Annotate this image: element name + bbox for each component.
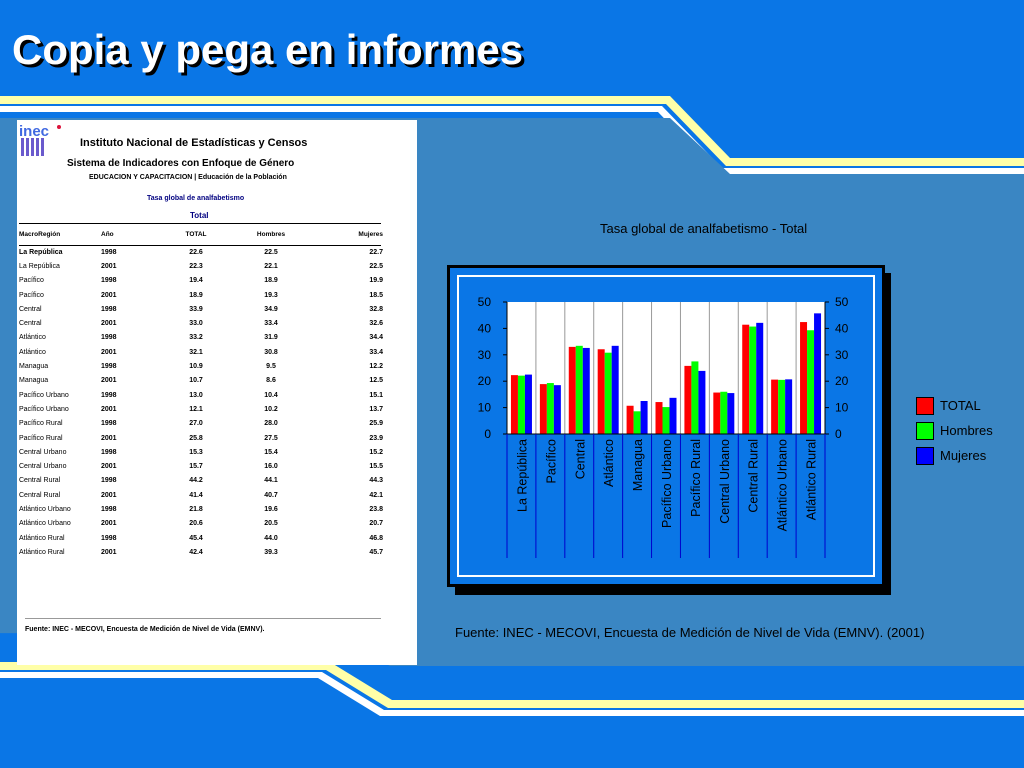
table-cell: 15.1 — [369, 391, 383, 399]
table-row — [19, 488, 383, 502]
table-header-row — [19, 226, 383, 243]
table-cell: Managua — [19, 363, 49, 371]
table-cell: 20.7 — [369, 520, 383, 528]
table-cell: 1998 — [101, 477, 117, 485]
x-category-label: Managua — [631, 439, 646, 492]
bar-hombres — [749, 327, 756, 434]
bar-total — [627, 406, 634, 434]
table-row — [19, 274, 383, 288]
bar-total — [511, 375, 518, 434]
table-cell: 44.2 — [189, 477, 203, 485]
table-row — [19, 445, 383, 459]
table-cell: 40.7 — [264, 491, 278, 499]
table-cell: 34.4 — [369, 334, 383, 342]
table-row — [19, 388, 383, 402]
x-category-label: Pacífico Rural — [688, 439, 703, 517]
table-cell: 44.1 — [264, 477, 278, 485]
bar-total — [800, 322, 807, 434]
table-cell: 22.6 — [189, 248, 203, 256]
table-cell: 18.9 — [264, 277, 278, 285]
bar-hombres — [605, 353, 612, 434]
table-cell: 2001 — [101, 405, 117, 413]
table-cell: 19.3 — [264, 291, 278, 299]
table-row — [19, 402, 383, 416]
table-cell: 1998 — [101, 420, 117, 428]
y-tick-label-left: 10 — [477, 400, 491, 415]
y-tick-label-right: 10 — [835, 400, 849, 415]
table-cell: 28.0 — [264, 420, 278, 428]
table-cell: 2001 — [101, 463, 117, 471]
table-row — [19, 259, 383, 273]
bar-total — [540, 384, 547, 434]
table-cell: 10.4 — [264, 391, 278, 399]
table-row — [19, 359, 383, 373]
table-row — [19, 331, 383, 345]
table-cell: 2001 — [101, 434, 117, 442]
institution-name: Instituto Nacional de Estadísticas y Censos — [80, 137, 308, 149]
table-cell: Central — [19, 305, 42, 313]
table-cell: 1998 — [101, 334, 117, 342]
pasted-document — [17, 120, 417, 665]
legend-label: Hombres — [940, 423, 993, 438]
inec-logo — [19, 122, 77, 160]
x-category-label: Atlántico Rural — [804, 439, 819, 521]
bar-hombres — [778, 380, 785, 434]
table-cell: 22.7 — [369, 248, 383, 256]
table-cell: Central Rural — [19, 477, 61, 485]
x-category-label: Pacífico Urbano — [660, 439, 674, 528]
table-cell: 2001 — [101, 348, 117, 356]
table-cell: 39.3 — [264, 548, 278, 556]
table-footnote: Fuente: INEC - MECOVI, Encuesta de Medición de Nivel de Vida (EMNV). — [25, 626, 265, 633]
table-cell: 2001 — [101, 520, 117, 528]
table-cell: 1998 — [101, 505, 117, 513]
x-category-label: La República — [515, 439, 530, 512]
column-header: TOTAL — [185, 231, 207, 238]
table-row — [19, 517, 383, 531]
table-cell: 46.8 — [369, 534, 383, 542]
y-tick-label-right: 0 — [835, 427, 842, 441]
y-tick-label-left: 30 — [477, 347, 491, 362]
table-cell: 27.5 — [264, 434, 278, 442]
table-cell: 21.8 — [189, 505, 203, 513]
table-cell: 25.9 — [369, 420, 383, 428]
bar-mujeres — [756, 323, 763, 434]
table-cell: 30.8 — [264, 348, 278, 356]
bar-hombres — [576, 346, 583, 434]
table-cell: 33.4 — [369, 348, 383, 356]
table-row — [19, 417, 383, 431]
chart-source: Fuente: INEC - MECOVI, Encuesta de Medición de Nivel de Vida (EMNV). (2001) — [455, 625, 925, 640]
y-tick-label-right: 50 — [835, 295, 849, 309]
table-cell: 44.0 — [264, 534, 278, 542]
bar-total — [684, 366, 691, 434]
footnote-rule — [25, 618, 381, 619]
table-cell: Central Urbano — [19, 463, 67, 471]
system-name: Sistema de Indicadores con Enfoque de Género — [67, 158, 295, 169]
column-header: Mujeres — [358, 231, 383, 238]
table-rule-top — [19, 223, 381, 224]
bar-hombres — [518, 376, 525, 434]
y-tick-label-left: 20 — [477, 374, 491, 389]
bar-total — [569, 347, 576, 434]
table-cell: 22.3 — [189, 262, 203, 270]
table-cell: 32.1 — [189, 348, 203, 356]
table-cell: Atlántico Urbano — [19, 505, 71, 513]
bar-chart — [447, 265, 887, 595]
y-tick-label-left: 40 — [477, 321, 491, 336]
bar-total — [771, 380, 778, 434]
table-cell: Atlántico Urbano — [19, 520, 71, 528]
table-cell: 22.5 — [264, 248, 278, 256]
table-cell: 32.8 — [369, 305, 383, 313]
bar-hombres — [691, 361, 698, 434]
table-row — [19, 243, 383, 259]
y-tick-label-right: 20 — [835, 374, 849, 389]
bar-mujeres — [612, 346, 619, 434]
table-cell: 1998 — [101, 305, 117, 313]
table-cell: La República — [19, 248, 63, 256]
bar-hombres — [634, 411, 641, 434]
table-cell: La República — [19, 262, 60, 270]
bar-mujeres — [727, 393, 734, 434]
bar-hombres — [663, 407, 670, 434]
table-cell: Atlántico — [19, 348, 46, 356]
x-category-label: Central — [573, 439, 588, 480]
table-cell: 2001 — [101, 491, 117, 499]
table-row — [19, 345, 383, 359]
table-cell: 15.7 — [189, 463, 203, 471]
legend-label: TOTAL — [940, 398, 981, 413]
bar-mujeres — [525, 375, 532, 434]
table-cell: 12.5 — [369, 377, 383, 385]
table-cell: 1998 — [101, 363, 117, 371]
table-cell: 18.9 — [189, 291, 203, 299]
table-cell: 42.4 — [189, 548, 203, 556]
x-category-label: Central Urbano — [717, 439, 732, 524]
svg-text:inec: inec — [19, 123, 50, 140]
table-cell: 45.4 — [189, 534, 203, 542]
table-cell: Atlántico Rural — [19, 534, 65, 542]
x-category-label: Atlántico — [602, 439, 617, 487]
table-cell: 23.9 — [369, 434, 383, 442]
bar-total — [598, 349, 605, 434]
table-subtitle: Total — [190, 211, 209, 220]
table-cell: Central — [19, 320, 42, 328]
bar-mujeres — [583, 348, 590, 434]
y-tick-label-right: 40 — [835, 321, 849, 336]
table-cell: 2001 — [101, 377, 117, 385]
table-cell: 44.3 — [369, 477, 383, 485]
table-row — [19, 316, 383, 330]
bar-hombres — [720, 392, 727, 434]
table-cell: 33.0 — [189, 320, 203, 328]
table-cell: 1998 — [101, 448, 117, 456]
legend-swatch-hombres — [916, 422, 934, 440]
table-cell: 19.6 — [264, 505, 278, 513]
table-cell: 10.9 — [189, 363, 203, 371]
bar-hombres — [547, 383, 554, 434]
table-cell: 13.7 — [369, 405, 383, 413]
bar-total — [713, 393, 720, 434]
table-cell: Pacífico Urbano — [19, 405, 69, 413]
table-row — [19, 502, 383, 516]
table-cell: Pacífico Urbano — [19, 391, 69, 399]
data-table — [19, 226, 383, 560]
table-cell: 1998 — [101, 534, 117, 542]
bar-mujeres — [670, 398, 677, 434]
table-cell: 15.5 — [369, 463, 383, 471]
table-cell: 15.3 — [189, 448, 203, 456]
table-row — [19, 459, 383, 473]
table-cell: 20.5 — [264, 520, 278, 528]
y-tick-label-right: 30 — [835, 347, 849, 362]
table-cell: 9.5 — [266, 363, 276, 371]
bar-mujeres — [785, 379, 792, 434]
table-cell: 22.5 — [369, 262, 383, 270]
table-cell: 13.0 — [189, 391, 203, 399]
table-cell: Central Urbano — [19, 448, 67, 456]
table-cell: 34.9 — [264, 305, 278, 313]
slide-title: Copia y pega en informes — [12, 26, 524, 73]
x-category-label: Atlántico Urbano — [775, 439, 790, 532]
table-cell: 1998 — [101, 277, 117, 285]
column-header: MacroRegión — [19, 231, 61, 238]
y-tick-label-left: 50 — [477, 295, 491, 309]
bar-total — [742, 325, 749, 434]
table-row — [19, 474, 383, 488]
table-cell: 20.6 — [189, 520, 203, 528]
bar-hombres — [807, 330, 814, 434]
table-cell: 27.0 — [189, 420, 203, 428]
table-cell: Pacífico Rural — [19, 434, 63, 442]
table-cell: Pacífico — [19, 277, 44, 285]
table-cell: 33.2 — [189, 334, 203, 342]
x-category-label: Central Rural — [746, 439, 761, 513]
column-header: Año — [101, 231, 114, 238]
table-title: Tasa global de analfabetismo — [147, 195, 245, 202]
table-row — [19, 531, 383, 545]
table-cell: Managua — [19, 377, 49, 385]
table-cell: 31.9 — [264, 334, 278, 342]
table-row — [19, 302, 383, 316]
table-cell: 16.0 — [264, 463, 278, 471]
chart-title: Tasa global de analfabetismo - Total — [600, 221, 808, 236]
table-cell: 45.7 — [369, 548, 383, 556]
table-cell: 15.4 — [264, 448, 278, 456]
table-cell: 41.4 — [189, 491, 203, 499]
table-cell: 2001 — [101, 320, 117, 328]
y-tick-label-left: 0 — [484, 427, 491, 441]
table-cell: 25.8 — [189, 434, 203, 442]
table-row — [19, 545, 383, 559]
table-cell: 2001 — [101, 291, 117, 299]
table-cell: 32.6 — [369, 320, 383, 328]
table-cell: 19.4 — [189, 277, 203, 285]
table-cell: 22.1 — [264, 262, 278, 270]
table-cell: 23.8 — [369, 505, 383, 513]
table-cell: 10.7 — [189, 377, 203, 385]
table-cell: 19.9 — [369, 277, 383, 285]
column-header: Hombres — [256, 231, 286, 238]
table-cell: Pacífico — [19, 291, 44, 299]
table-cell: 42.1 — [369, 491, 383, 499]
table-cell: 1998 — [101, 391, 117, 399]
x-category-label: Pacífico — [544, 439, 559, 484]
table-cell: 33.4 — [264, 320, 278, 328]
table-cell: 12.2 — [369, 363, 383, 371]
table-cell: Atlántico — [19, 334, 46, 342]
table-cell: 18.5 — [369, 291, 383, 299]
bar-mujeres — [641, 401, 648, 434]
table-cell: 12.1 — [189, 405, 203, 413]
bar-mujeres — [698, 371, 705, 434]
table-cell: 8.6 — [266, 377, 276, 385]
table-cell: 2001 — [101, 262, 117, 270]
table-cell: Atlántico Rural — [19, 548, 65, 556]
table-cell: Pacífico Rural — [19, 420, 63, 428]
table-cell: 15.2 — [369, 448, 383, 456]
legend-swatch-mujeres — [916, 447, 934, 465]
table-row — [19, 374, 383, 388]
bar-total — [656, 402, 663, 434]
bar-mujeres — [554, 385, 561, 434]
table-row — [19, 431, 383, 445]
legend-swatch-total — [916, 397, 934, 415]
table-row — [19, 288, 383, 302]
section-name: EDUCACION Y CAPACITACION | Educación de la Población — [89, 174, 287, 181]
legend-label: Mujeres — [940, 448, 987, 463]
table-cell: 2001 — [101, 548, 117, 556]
table-cell: 1998 — [101, 248, 117, 256]
bar-mujeres — [814, 313, 821, 434]
table-cell: Central Rural — [19, 491, 61, 499]
table-cell: 10.2 — [264, 405, 278, 413]
table-cell: 33.9 — [189, 305, 203, 313]
